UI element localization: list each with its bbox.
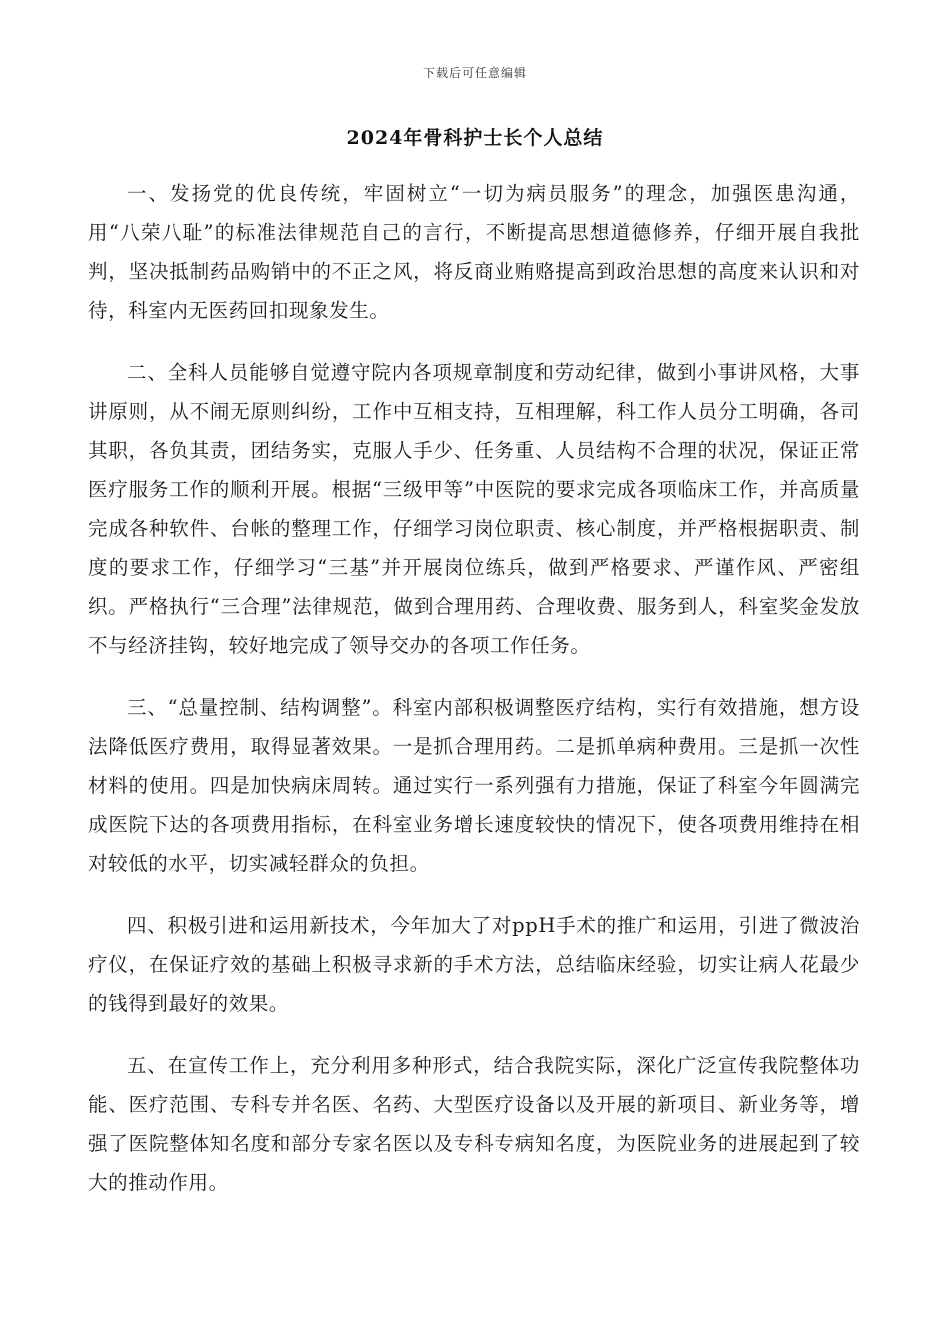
document-body	[88, 174, 860, 1225]
header-note: 下载后可任意编辑	[422, 66, 527, 80]
paragraph-3: 三、“总量控制、结构调整”。科室内部积极调整医疗结构，实行有效措施，想方设法降低医疗费用，取得显著效果。一是抓合理用药。二是抓单病种费用。三是抓一次性材料的使用。四是加快病床周转。通过实行一系列强有力措施，保证了科室今年圆满完成医院下达的各项费用指标，在科室业务增长速度较快的情况下，使各项费用维持在相对较低的水平，切实减轻群众的负担。	[88, 696, 860, 875]
document-title: 2024年骨科护士长个人总结	[346, 127, 604, 149]
paragraph-5: 五、在宣传工作上，充分利用多种形式，结合我院实际，深化广泛宣传我院整体功能、医疗范围、专科专并名医、名药、大型医疗设备以及开展的新项目、新业务等，增强了医院整体知名度和部分专家名医以及专科专病知名度，为医院业务的进展起到了较大的推动作用。	[88, 1054, 860, 1194]
paragraph-2: 二、全科人员能够自觉遵守院内各项规章制度和劳动纪律，做到小事讲风格，大事讲原则，从不闹无原则纠纷，工作中互相支持，互相理解，科工作人员分工明确，各司其职，各负其责，团结务实，克服人手少、任务重、人员结构不合理的状况，保证正常医疗服务工作的顺利开展。根据“三级甲等”中医院的要求完成各项临床工作，并高质量完成各种软件、台帐的整理工作，仔细学习岗位职责、核心制度，并严格根据职责、制度的要求工作，仔细学习“三基”并开展岗位练兵，做到严格要求、严谨作风、严密组织。严格执行“三合理”法律规范，做到合理用药、合理收费、服务到人，科室奖金发放不与经济挂钩，较好地完成了领导交办的各项工作任务。	[88, 361, 860, 657]
paragraph-1: 一、发扬党的优良传统，牢固树立“一切为病员服务”的理念，加强医患沟通，用“八荣八耻”的标准法律规范自己的言行，不断提高思想道德修养，仔细开展自我批判，坚决抵制药品购销中的不正之风，将反商业贿赂提高到政治思想的高度来认识和对待，科室内无医药回扣现象发生。	[88, 182, 860, 322]
paragraph-4: 四、积极引进和运用新技术，今年加大了对ppH手术的推广和运用，引进了微波治疗仪，在保证疗效的基础上积极寻求新的手术方法，总结临床经验，切实让病人花最少的钱得到最好的效果。	[88, 914, 860, 1015]
